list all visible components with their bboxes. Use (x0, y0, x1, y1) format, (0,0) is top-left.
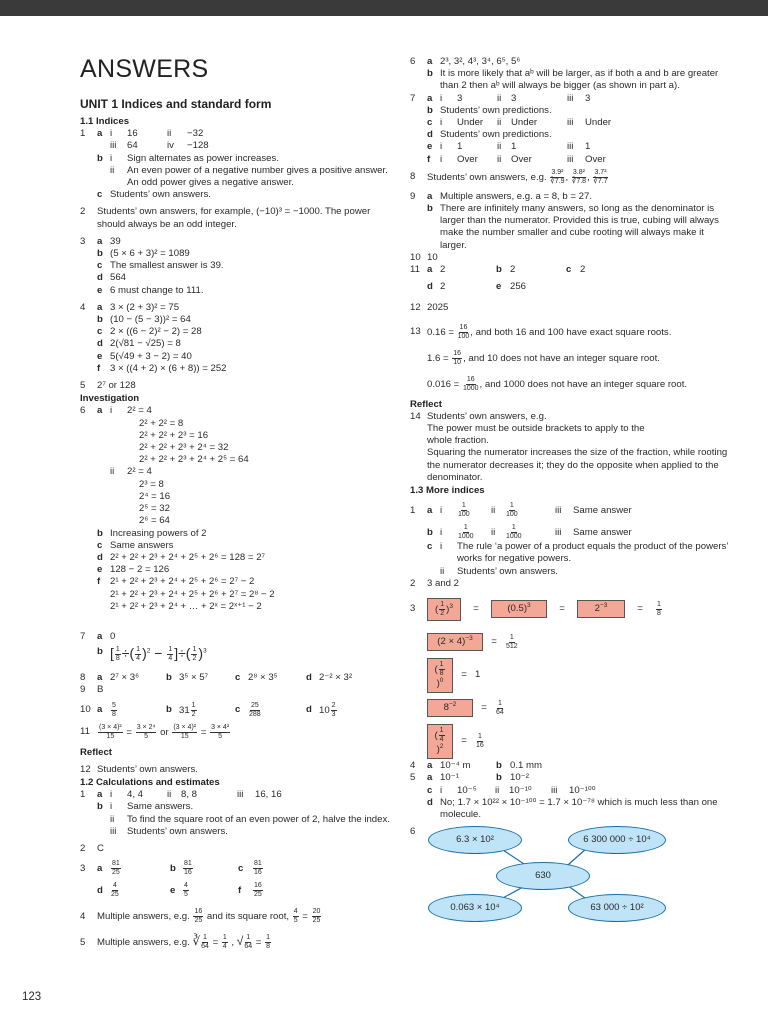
q3-b: b (5 × 6 + 3)² = 1089 (97, 248, 190, 260)
q7-a: 7 a 0 (80, 630, 116, 642)
q12: 12 Students’ own answers. (80, 763, 198, 775)
reflect-heading-2: Reflect (410, 398, 442, 410)
q4-c: c 2 × ((6 − 2)² − 2) = 28 (97, 326, 202, 338)
r-q7-a: 7 a i 3 ii 3 iii 3 (410, 92, 591, 104)
r-q7-e: e i 1 ii 1 iii 1 (427, 141, 591, 153)
r-q10: 10 10 (410, 251, 438, 263)
r-q6-a: 6 a 2³, 3², 4³, 3⁴, 6⁵, 5⁶ (410, 56, 521, 67)
q4-d: d 2(√81 − √25) = 8 (97, 338, 181, 350)
unit-heading: UNIT 1 Indices and standard form (80, 97, 272, 111)
left-column (80, 50, 396, 951)
r-q5-3-c: c i 10⁻⁵ ii 10⁻¹⁰ iii 10⁻¹⁰⁰ (427, 784, 596, 796)
r-q7-d: d Students’ own predictions. (427, 129, 552, 141)
oval-top-right: 6 300 000 ÷ 10⁴ (568, 826, 666, 854)
r-q7-b: b Students’ own predictions. (427, 104, 552, 116)
q9: 9 B (80, 684, 104, 696)
q1-2-biii: iii Students’ own answers. (110, 825, 228, 837)
r-q6-3: 6 6.3 × 10² 6 300 000 ÷ 10⁴ 630 0.063 × 10⁴ 63 000 ÷ 10² (410, 826, 730, 922)
q2: 2 Students’ own answers, for example, (−10)³ = −1000. The power should always be an odd integer. (80, 206, 371, 230)
q7-b: b [ $\frac{1}{8}$ ÷( $\frac{1}{4}$ )$^2$ − $\frac{1}{4}$ ]÷( $\frac{1}{2}$ )$^3$ (97, 645, 207, 663)
section-1-2: 1.2 Calculations and estimates (80, 776, 220, 788)
q6-c: c Same answers (97, 539, 174, 551)
oval-center: 630 (496, 862, 590, 890)
q10: 10 a $\frac{5}{8}$ b 31 $\frac{1}{2}$ c $\frac{25}{288}$ d 10 $\frac{2}{3}$ (80, 701, 336, 718)
q1-bii: ii An even power of a negative number gives a positive answer. An odd power gives a negative answer. (110, 164, 388, 189)
r-q11-a: 11 a 2 b 2 c 2 (410, 264, 586, 276)
r-q11-d: d 2 e 256 (427, 281, 527, 293)
r-q7-c: c i Under ii Under iii Under (427, 117, 612, 129)
r-q3-3-row4: $8^{-2}$ = $\frac{1}{64}$ (410, 694, 730, 722)
q4-f: f 3 × ((4 + 2) × (6 + 8)) = 252 (97, 362, 227, 374)
r-q9-a: 9 a Multiple answers, e.g. a = 8, b = 27. (410, 190, 592, 202)
section-1-1: 1.1 Indices (80, 116, 130, 127)
q1-2-bi: b i Same answers. (97, 801, 194, 813)
r-q12: 12 2025 (410, 302, 449, 314)
reflect-heading-1: Reflect (80, 746, 112, 758)
q6-d: d 2² + 2² + 2³ + 2⁴ + 2⁵ + 2⁶ = 128 = 2⁷ (97, 551, 265, 563)
q4-e: e 5(√49 + 3 − 2) = 40 (97, 350, 192, 362)
r-q8: 8 Students’ own answers, e.g. $\frac{\text{3.9²}}{∛7.9}$ , $\frac{\text{3.8²}}{∛7.8}$ , $\frac{\text{3.7²}}{∛7.7}$ (410, 168, 608, 185)
q1-a2: iii 64 iv −128 (110, 140, 209, 152)
top-bar (0, 0, 768, 16)
q11: 11 $\frac{\text{(3 × 4)²}}{15}$ = $\frac{\text{3 × 2⁴}}{5}$ or $\frac{\text{(3 × 4)²}}{15}$ = $\frac{\text{3 × 4²}}{5}$ (80, 723, 230, 740)
r-q5-3-d: d No; 1.7 × 10²² × 10⁻¹⁰⁰ = 1.7 × 10⁻⁷⁸ which is much less than one molecule. (427, 796, 718, 820)
r-q4-3: 4 a 10⁻⁴ m b 0.1 mm (410, 760, 542, 772)
oval-diagram (428, 826, 668, 921)
r-q5-3-a: 5 a 10⁻¹ b 10⁻² (410, 772, 529, 784)
q1-c: c Students’ own answers. (97, 189, 211, 201)
page-title: ANSWERS (80, 55, 209, 83)
q3-2b: d $\frac{4}{25}$ e $\frac{4}{5}$ f $\frac{16}{25}$ (97, 882, 262, 899)
r-q13-1: 13 0.16 = $\frac{16}{100}$ , and both 16 and 100 have exact square roots. (410, 323, 672, 340)
r-q2-3: 2 3 and 2 (410, 577, 460, 589)
r-q1-3-ci: c i The rule ‘a power of a product equals the product of the powers’ works for negative powers. (427, 541, 729, 565)
right-column (410, 56, 730, 922)
q6-e: e 128 − 2 = 126 (97, 564, 170, 576)
q1-b: b i Sign alternates as power increases. (97, 152, 279, 164)
q1-2-a: 1 a i 4, 4 ii 8, 8 iii 16, 16 (80, 789, 282, 801)
r-q14: 14 Students’ own answers, e.g. The power must be outside brackets to apply to the whole fraction. Squaring the numerator increases the size of the fraction, while rooting the numerator decreases it; they do the opposite when applied to the denominator. (410, 410, 728, 483)
q6-b: b Increasing powers of 2 (97, 527, 207, 539)
r-q3-3-row5: ( $\frac{1}{4}$ )$^2$ = $\frac{1}{16}$ (410, 727, 730, 755)
page-number: 123 (22, 991, 42, 1003)
r-q6-b: b It is more likely that aᵇ will be larger, as if both a and b are greater than 2 then aᵇ will always be bigger (as shown in part a). (427, 68, 719, 92)
q3-d: d 564 (97, 272, 127, 284)
r-q13-3: 0.016 = $\frac{16}{1000}$ , and 1000 does not have an integer square root. (427, 375, 688, 392)
q3-e: e 6 must change to 111. (97, 284, 204, 296)
q4-a: 4 a 3 × (2 + 3)² = 75 (80, 301, 180, 313)
oval-top-left: 6.3 × 10² (428, 826, 522, 854)
q1-2-bii: ii To find the square root of an even power of 2, halve the index. (110, 813, 390, 825)
q4-b: b (10 − (5 − 3))² = 64 (97, 314, 191, 326)
investigation-heading: Investigation (80, 393, 140, 405)
oval-bottom-right: 63 000 ÷ 10² (568, 894, 666, 922)
r-q7-f: f i Over ii Over iii Over (427, 153, 606, 165)
q5: 5 2⁷ or 128 (80, 380, 136, 392)
q2-2: 2 C (80, 842, 104, 854)
r-q1-3-cii: ii Students’ own answers. (440, 565, 558, 577)
r-q1-3-a: 1 a i $\frac{1}{100}$ ii $\frac{1}{100}$ iii Same answer (410, 502, 632, 519)
q3-c: c The smallest answer is 39. (97, 260, 224, 272)
q3-a: 3 a 39 (80, 235, 121, 247)
q5-2: 5 Multiple answers, e.g. ∛ $\frac{1}{64}$ = $\frac{1}{4}$ , √ $\frac{1}{64}$ = $\frac{1}{8}$ (80, 934, 270, 951)
q4-2: 4 Multiple answers, e.g. $\frac{16}{25}$ and its square root, $\frac{4}{5}$ = $\frac{20}{25}$ (80, 908, 321, 925)
q6-aii: ii 2² = 4 2³ = 8 2⁴ = 16 2⁵ = 32 2⁶ = 64 (110, 466, 171, 527)
q3-2: 3 a $\frac{81}{25}$ b $\frac{81}{16}$ c $\frac{81}{16}$ (80, 860, 262, 877)
r-q13-2: 1.6 = $\frac{16}{10}$ , and 10 does not have an integer square root. (427, 349, 660, 366)
r-q3-3-row2: $(2 \times 4)^{-3}$ = $\frac{1}{512}$ (410, 628, 730, 656)
section-1-3: 1.3 More indices (410, 485, 485, 497)
r-q1-3-b: b i $\frac{1}{1000}$ ii $\frac{1}{1000}$ iii Same answer (427, 524, 632, 541)
q6-ai: 6 a i 2² = 4 2² + 2² = 8 2² + 2² + 2³ = 16 2² + 2² + 2³ + 2⁴ = 32 2² + 2² + 2³ + 2⁴ + 2⁵ = 64 (80, 405, 249, 466)
r-q9-b: b There are infinitely many answers, so long as the denominator is larger than the numerator. Provided this is true, cubing will always make the number smaller and cube rooting will always make it larger. (427, 203, 719, 251)
r-q3-3-row1: 3 ( $\frac{1}{2}$ )$^3$ = $(0.5)^3$ = $2^{-3}$ = $\frac{1}{8}$ (410, 595, 730, 623)
q6-f: f 2¹ + 2² + 2³ + 2⁴ + 2⁵ + 2⁶ = 2⁷ − 2 2¹ + 2² + 2³ + 2⁴ + 2⁵ + 2⁶ + 2⁷ = 2⁸ − 2 2¹ + 2² + 2³ + 2⁴ + … + 2ˣ = 2ˣ⁺¹ − 2 (97, 576, 275, 612)
r-q3-3-row3: ( $\frac{1}{8}$ )$^0$ = 1 (410, 661, 730, 689)
q8: 8 a 2⁷ × 3⁶ b 3⁵ × 5⁷ c 2⁸ × 3⁵ d 2⁻² × 3² (80, 672, 353, 684)
q1-a: 1 a i 16 ii −32 (80, 128, 204, 140)
oval-bottom-left: 0.063 × 10⁴ (428, 894, 522, 922)
